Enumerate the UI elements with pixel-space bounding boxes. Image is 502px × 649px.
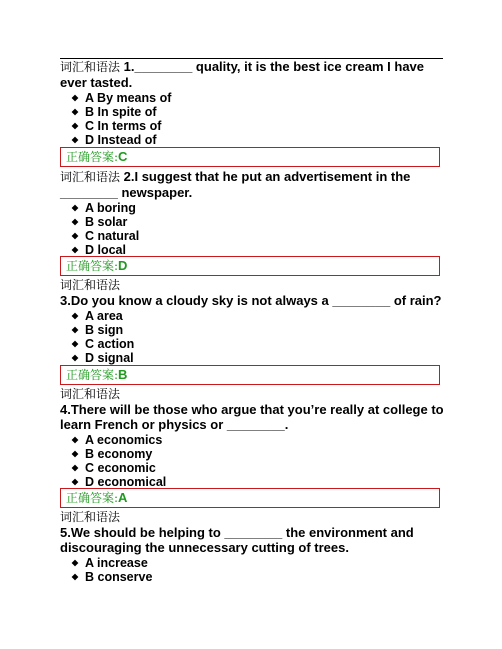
option-item	[60, 133, 450, 147]
option-label: D local	[85, 243, 126, 257]
diamond-bullet-icon	[72, 465, 79, 472]
diamond-bullet-icon	[72, 560, 79, 567]
option-list	[60, 91, 450, 147]
answer-value: D	[118, 258, 128, 273]
option-item	[60, 556, 450, 570]
option-list	[60, 201, 450, 257]
option-item	[60, 229, 450, 243]
answer-box-4	[60, 488, 440, 508]
answer-value: A	[118, 490, 128, 505]
option-item	[60, 119, 450, 133]
diamond-bullet-icon	[72, 479, 79, 486]
question-stem: 4.There will be those who argue that you’re really at college to learn French or physics or ________.	[60, 402, 444, 432]
option-item	[60, 243, 450, 257]
answer-value: C	[118, 149, 128, 164]
question-1-text	[60, 59, 450, 90]
answer-label: 正确答案:	[66, 491, 119, 505]
option-item	[60, 475, 450, 489]
question-stem: 3.Do you know a cloudy sky is not always a ________ of rain?	[60, 293, 442, 308]
diamond-bullet-icon	[72, 355, 79, 362]
answer-box-2	[60, 256, 440, 276]
diamond-bullet-icon	[72, 247, 79, 254]
answer-box-3	[60, 365, 440, 385]
question-category: 词汇和语法	[60, 170, 121, 184]
question-3	[60, 278, 450, 365]
question-stem: 1.________ quality, it is the best ice cream I have ever tasted.	[60, 59, 425, 90]
option-item	[60, 447, 450, 461]
option-item	[60, 337, 450, 351]
answer-label: 正确答案:	[66, 150, 119, 164]
diamond-bullet-icon	[72, 327, 79, 334]
question-4-text	[60, 387, 450, 432]
diamond-bullet-icon	[72, 219, 79, 226]
option-label: D economical	[85, 475, 167, 489]
option-item	[60, 323, 450, 337]
question-2-text	[60, 169, 450, 200]
diamond-bullet-icon	[72, 233, 79, 240]
option-label: A area	[85, 309, 123, 323]
option-label: C economic	[85, 461, 156, 475]
diamond-bullet-icon	[72, 313, 79, 320]
diamond-bullet-icon	[72, 95, 79, 102]
option-label: A economics	[85, 433, 163, 447]
option-label: C In terms of	[85, 119, 162, 133]
answer-box-1	[60, 147, 440, 167]
question-2	[60, 169, 450, 257]
option-item	[60, 570, 450, 584]
option-list	[60, 433, 450, 489]
question-category: 词汇和语法	[60, 387, 121, 401]
question-3-text	[60, 278, 450, 308]
question-category: 词汇和语法	[60, 278, 121, 292]
option-label: B sign	[85, 323, 124, 337]
option-label: A By means of	[85, 91, 172, 105]
option-item	[60, 309, 450, 323]
option-list	[60, 556, 450, 584]
question-1	[60, 59, 450, 147]
option-label: D Instead of	[85, 133, 157, 147]
answer-value: B	[118, 367, 128, 382]
option-label: B In spite of	[85, 105, 157, 119]
option-item	[60, 201, 450, 215]
diamond-bullet-icon	[72, 437, 79, 444]
diamond-bullet-icon	[72, 451, 79, 458]
option-item	[60, 351, 450, 365]
answer-label: 正确答案:	[66, 368, 119, 382]
option-label: C action	[85, 337, 135, 351]
answer-label: 正确答案:	[66, 259, 119, 273]
diamond-bullet-icon	[72, 205, 79, 212]
option-list	[60, 309, 450, 365]
question-category: 词汇和语法	[60, 510, 121, 524]
option-item	[60, 105, 450, 119]
question-5-text	[60, 510, 450, 555]
option-label: A boring	[85, 201, 136, 215]
diamond-bullet-icon	[72, 137, 79, 144]
option-label: A increase	[85, 556, 148, 570]
option-item	[60, 91, 450, 105]
question-5	[60, 510, 450, 584]
option-label: B conserve	[85, 570, 153, 584]
option-item	[60, 215, 450, 229]
question-stem: 2.I suggest that he put an advertisement in the ________ newspaper.	[60, 169, 411, 200]
question-4	[60, 387, 450, 489]
question-category: 词汇和语法	[60, 60, 121, 74]
diamond-bullet-icon	[72, 123, 79, 130]
option-label: B economy	[85, 447, 153, 461]
option-label: B solar	[85, 215, 128, 229]
diamond-bullet-icon	[72, 341, 79, 348]
question-stem: 5.We should be helping to ________ the environment and discouraging the unnecessary cutting of trees.	[60, 525, 414, 555]
option-label: C natural	[85, 229, 140, 243]
diamond-bullet-icon	[72, 109, 79, 116]
option-item	[60, 461, 450, 475]
diamond-bullet-icon	[72, 574, 79, 581]
option-item	[60, 433, 450, 447]
option-label: D signal	[85, 351, 134, 365]
